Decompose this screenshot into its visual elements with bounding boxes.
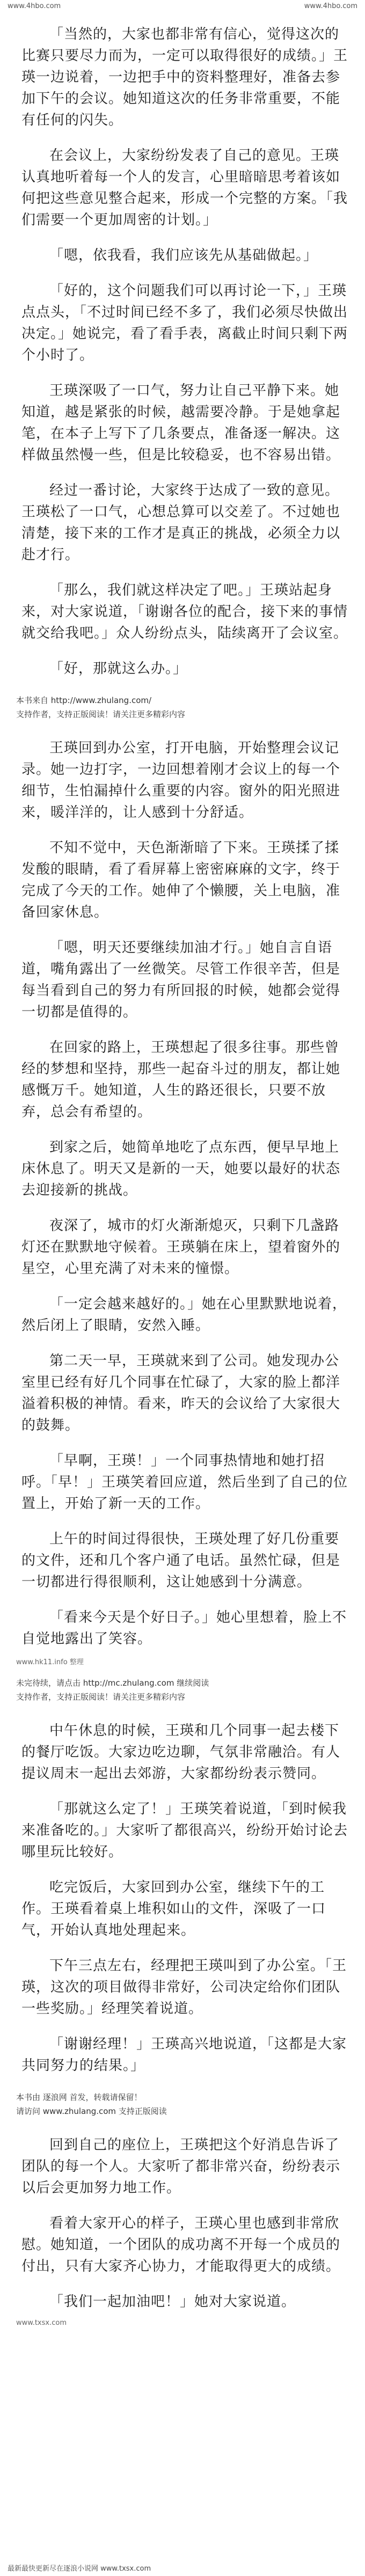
paragraph-group-4 bbox=[21, 1720, 349, 2076]
paragraph: 「一定会越来越好的。」她在心里默默地说着，然后闭上了眼睛，安然入睡。 bbox=[21, 1296, 347, 1334]
site-watermark-top-right: www.4hbo.com bbox=[304, 2, 357, 10]
ad-text-line: 支持作者，支持正版阅读！请关注更多精彩内容 bbox=[16, 1692, 186, 1702]
ad-link-line[interactable]: 未完待续，请点击 http://mc.zhulang.com 继续阅读 bbox=[16, 1678, 209, 1688]
paragraph: 「当然的，大家也都非常有信心，觉得这次的比赛只要尽力而为，一定可以取得很好的成绩。」王瑛一边说着，一边把手中的资料整理好，准备去参加下午的会议。她知道这次的任务非常重要，不能有任何的闪失。 bbox=[21, 26, 348, 128]
paragraph: 「那么，我们就这样决定了吧。」王瑛站起身来，对大家说道，「谢谢各位的配合，接下来的事情就交给我吧。」众人纷纷点头，陆续离开了会议室。 bbox=[21, 582, 348, 641]
paragraph: 「嗯，依我看，我们应该先从基础做起。」 bbox=[49, 247, 318, 264]
footer-watermark[interactable]: 最新最快更新尽在逐浪小说网 www.txsx.com bbox=[8, 2565, 151, 2573]
paragraph: 不知不觉中，天色渐渐暗了下来。王瑛揉了揉发酸的眼睛，看了看屏幕上密密麻麻的文字，终于完成了今天的工作。她伸了个懒腰，关上电脑，准备回家休息。 bbox=[21, 840, 341, 920]
paragraph: 夜深了，城市的灯火渐渐熄灭，只剩下几盏路灯还在默默地守候着。王瑛躺在床上，望着窗外的星空，心里充满了对未来的憧憬。 bbox=[21, 1218, 341, 1277]
inline-watermark[interactable]: www.hk11.info 整理 bbox=[16, 1658, 84, 1666]
ad-block[interactable] bbox=[16, 2090, 349, 2118]
paragraph: 「早啊，王瑛！」一个同事热情地和她打招呼。「早！」王瑛笑着回应道，然后坐到了自己的位置上，开始了新一天的工作。 bbox=[21, 1453, 348, 1512]
ad-link-line[interactable]: 本书来自 http://www.zhulang.com/ bbox=[16, 696, 152, 705]
ad-link-line[interactable]: 本书由 逐浪网 首发，转载请保留！ bbox=[16, 2092, 142, 2102]
ad-block[interactable] bbox=[16, 1676, 349, 1704]
paragraph-group-2 bbox=[21, 737, 349, 1336]
ad-block[interactable] bbox=[16, 693, 349, 721]
article-body bbox=[16, 24, 349, 2337]
paragraph: 经过一番讨论，大家终于达成了一致的意见。王瑛松了一口气，心想总算可以交差了。不过她也清楚，接下来的工作才是真正的挑战，必须全力以赴才行。 bbox=[21, 482, 341, 563]
paragraph-group-3 bbox=[21, 1350, 349, 1650]
paragraph: 看着大家开心的样子，王瑛心里也感到非常欣慰。她知道，一个团队的成功离不开每一个成员的付出，只有大家齐心协力，才能取得更大的成绩。 bbox=[21, 2215, 341, 2274]
paragraph: 回到自己的座位上，王瑛把这个好消息告诉了团队的每一个人。大家听了都非常兴奋，纷纷表示以后会更加努力地工作。 bbox=[21, 2137, 341, 2196]
inline-watermark[interactable]: www.txsx.com bbox=[16, 2319, 67, 2327]
paragraph: 中午休息的时候，王瑛和几个同事一起去楼下的餐厅吃饭。大家边吃边聊，气氛非常融洽。有人提议周末一起出去郊游，大家都纷纷表示赞同。 bbox=[21, 1723, 341, 1782]
paragraph: 「那就这么定了！」王瑛笑着说道，「到时候我来准备吃的。」大家听了都很高兴，纷纷开始讨论去哪里玩比较好。 bbox=[21, 1801, 348, 1860]
paragraph: 「谢谢经理！」王瑛高兴地说道，「这都是大家共同努力的结果。」 bbox=[21, 2036, 347, 2074]
paragraph-group-5 bbox=[21, 2134, 349, 2312]
ad-text-line: 支持作者，支持正版阅读！请关注更多精彩内容 bbox=[16, 709, 186, 719]
paragraph: 在回家的路上，王瑛想起了很多往事。那些曾经的梦想和坚持，那些一起奋斗过的朋友，都让她感慨万千。她知道，人生的路还很长，只要不放弃，总会有希望的。 bbox=[21, 1040, 341, 1120]
paragraph: 王瑛回到办公室，打开电脑，开始整理会议记录。她一边打字，一边回想着刚才会议上的每一个细节，生怕漏掉什么重要的内容。窗外的阳光照进来，暖洋洋的，让人感到十分舒适。 bbox=[21, 740, 341, 821]
paragraph: 到家之后，她简单地吃了点东西，便早早地上床休息了。明天又是新的一天，她要以最好的状态去迎接新的挑战。 bbox=[21, 1139, 341, 1198]
paragraph: 「好，那就这么办。」 bbox=[49, 661, 188, 677]
paragraph: 第二天一早，王瑛就来到了公司。她发现办公室里已经有好几个同事在忙碌了，大家的脸上都洋溢着积极的神情。看来，昨天的会议给了大家很大的鼓舞。 bbox=[21, 1353, 341, 1433]
paragraph: 上午的时间过得很快，王瑛处理了好几份重要的文件，还和几个客户通了电话。虽然忙碌，但是一切都进行得很顺利，这让她感到十分满意。 bbox=[21, 1531, 341, 1590]
paragraph-group-1 bbox=[21, 24, 349, 679]
paragraph: 「嗯，明天还要继续加油才行。」她自言自语道，嘴角露出了一丝微笑。尽管工作很辛苦，但是每当看到自己的努力有所回报的时候，她都会觉得一切都是值得的。 bbox=[21, 940, 341, 1020]
paragraph: 「看来今天是个好日子。」她心里想着，脸上不自觉地露出了笑容。 bbox=[21, 1609, 347, 1647]
paragraph: 吃完饭后，大家回到办公室，继续下午的工作。王瑛看着桌上堆积如山的文件，深吸了一口气，开始认真地处理起来。 bbox=[21, 1879, 326, 1938]
paragraph: 「好的，这个问题我们可以再讨论一下，」王瑛点点头，「不过时间已经不多了，我们必须尽快做出决定。」她说完，看了看手表，离截止时间只剩下两个小时了。 bbox=[21, 283, 348, 363]
paragraph: 王瑛深吸了一口气，努力让自己平静下来。她知道，越是紧张的时候，越需要冷静。于是她拿起笔，在本子上写下了几条要点，准备逐一解决。这样做虽然慢一些，但是比较稳妥，也不容易出错。 bbox=[21, 383, 341, 463]
ad-text-line: 请访问 www.zhulang.com 支持正版阅读 bbox=[16, 2106, 167, 2116]
paragraph: 在会议上，大家纷纷发表了自己的意见。王瑛认真地听着每一个人的发言，心里暗暗思考着该如何把这些意见整合起来，形成一个完整的方案。「我们需要一个更加周密的计划。」 bbox=[21, 148, 348, 228]
paragraph: 「我们一起加油吧！」她对大家说道。 bbox=[49, 2294, 296, 2310]
site-watermark-top-left: www.4hbo.com bbox=[8, 2, 61, 10]
paragraph: 下午三点左右，经理把王瑛叫到了办公室。「王瑛，这次的项目做得非常好，公司决定给你们团队一些奖励。」经理笑着说道。 bbox=[21, 1958, 347, 2017]
